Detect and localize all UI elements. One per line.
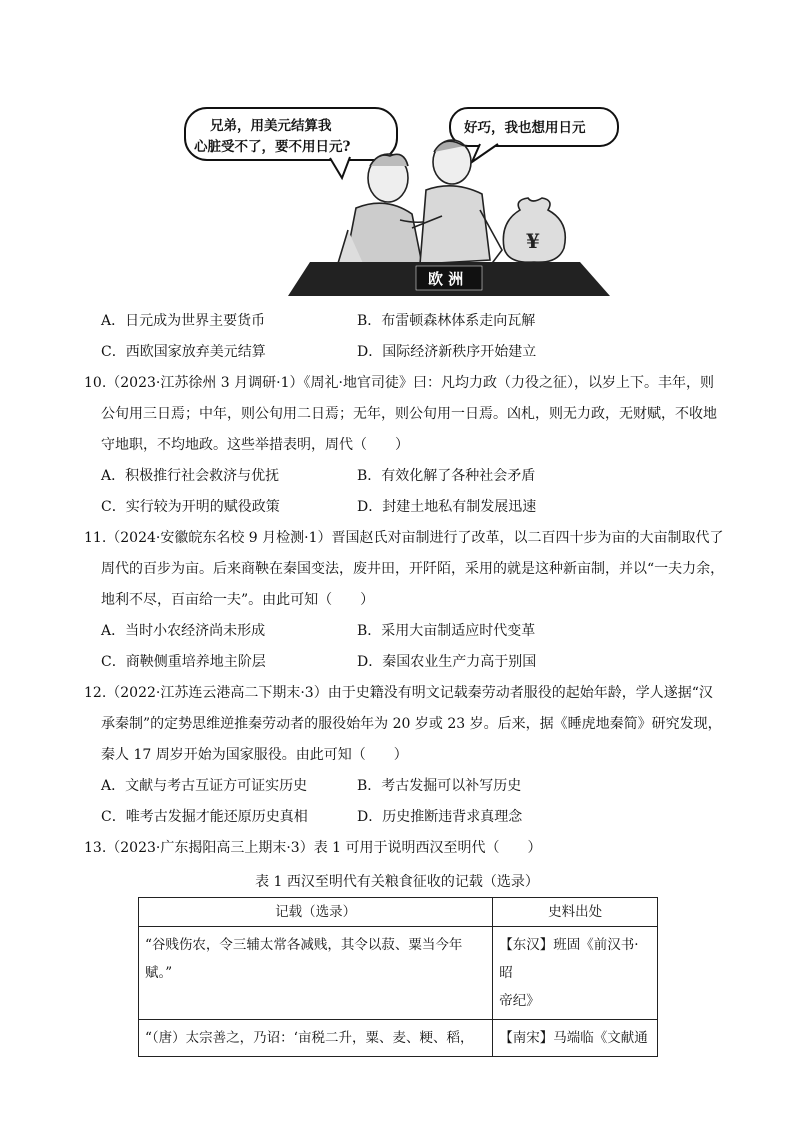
q9-option-a[interactable]: A．日元成为世界主要货币 (101, 313, 266, 329)
cell-source (493, 927, 658, 1020)
q9-option-c[interactable]: C．西欧国家放弃美元结算 (101, 344, 266, 360)
q12-stem-line3: 秦人 17 周岁开始为国家服役。由此可知（ ） (101, 747, 408, 763)
cell-record: “（唐）太宗善之，乃诏：‘亩税二升，粟、麦、粳、稻， (139, 1020, 493, 1057)
q12-option-d[interactable]: D．历史推断违背求真理念 (357, 809, 523, 825)
q10-stem-line3: 守地职，不均地政。这些举措表明，周代（ ） (101, 437, 409, 453)
q10-stem-line1: 10.（2023·江苏徐州 3 月调研·1）《周礼·地官司徒》曰：凡均力政（力役之征），以岁上下。丰年，则 (84, 375, 714, 391)
q12-stem-line1: 12.（2022·江苏连云港高二下期末·3）由于史籍没有明文记载秦劳动者服役的起始年龄，学人遂据“汉 (84, 685, 713, 701)
bubble-right: 好巧，我也想用日元 (464, 120, 586, 136)
q11-option-d[interactable]: D．秦国农业生产力高于别国 (357, 654, 537, 670)
q11-stem-line3: 地利不尽，百亩给一夫”。由此可知（ ） (101, 592, 375, 608)
q12-option-a[interactable]: A．文献与考古互证方可证实历史 (101, 778, 308, 794)
q9-option-d[interactable]: D．国际经济新秩序开始建立 (357, 344, 537, 360)
cartoon-illustration (180, 100, 620, 300)
cell-source (493, 1020, 658, 1057)
q11-stem-line1: 11.（2024·安徽皖东名校 9 月检测·1）晋国赵氏对亩制进行了改革，以二百四十步为亩的大亩制取代了 (84, 530, 724, 546)
cell-record: “谷贱伤农，令三辅太常各减贱，其令以菽、粟当今年赋。” (139, 927, 493, 1020)
header-source: 史料出处 (493, 898, 658, 927)
q10-option-b[interactable]: B．有效化解了各种社会矛盾 (357, 468, 536, 484)
bubble-left-line2: 心脏受不了，要不用日元? (194, 139, 351, 155)
q11-option-c[interactable]: C．商鞅侧重培养地主阶层 (101, 654, 266, 670)
q10-option-c[interactable]: C．实行较为开明的赋役政策 (101, 499, 280, 515)
records-table (138, 897, 658, 1057)
q12-option-c[interactable]: C．唯考古发掘才能还原历史真相 (101, 809, 308, 825)
table-caption: 表 1 西汉至明代有关粮食征收的记载（选录） (255, 874, 539, 890)
cell-source-line2: 帝纪》 (499, 993, 540, 1009)
q13-stem-line1: 13.（2023·广东揭阳高三上期末·3）表 1 可用于说明西汉至明代（ ） (84, 840, 542, 856)
q12-option-b[interactable]: B．考古发掘可以补写历史 (357, 778, 522, 794)
bubble-left-line1: 兄弟，用美元结算我 (210, 118, 332, 134)
q12-stem-line2: 承秦制”的定势思维逆推秦劳动者的服役始年为 20 岁或 23 岁。后来，据《睡虎地秦简》研究发现， (101, 716, 722, 732)
desk-sign: 欧 洲 (428, 270, 464, 288)
money-bag (503, 198, 565, 262)
header-record: 记载（选录） (139, 898, 493, 927)
yen-icon: ¥ (526, 229, 540, 253)
q11-option-b[interactable]: B．采用大亩制适应时代变革 (357, 623, 536, 639)
q11-option-a[interactable]: A．当时小农经济尚未形成 (101, 623, 266, 639)
q10-option-d[interactable]: D．封建土地私有制发展迅速 (357, 499, 537, 515)
q9-option-b[interactable]: B．布雷顿森林体系走向瓦解 (357, 313, 536, 329)
table-row (139, 1020, 658, 1057)
q10-option-a[interactable]: A．积极推行社会救济与优抚 (101, 468, 280, 484)
cell-source-line1: 【南宋】马端临《文献通 (499, 1030, 648, 1046)
q11-stem-line2: 周代的百步为亩。后来商鞅在秦国变法，废井田，开阡陌，采用的就是这种新亩制，并以“一夫力余， (101, 561, 725, 577)
q10-stem-line2: 公旬用三日焉；中年，则公旬用二日焉；无年，则公旬用一日焉。凶札，则无力政，无财赋，不收地 (101, 406, 717, 422)
table-header-row (139, 898, 658, 927)
cell-source-line1: 【东汉】班固《前汉书·昭 (499, 937, 639, 981)
right-figure (412, 140, 502, 266)
table-row (139, 927, 658, 1020)
